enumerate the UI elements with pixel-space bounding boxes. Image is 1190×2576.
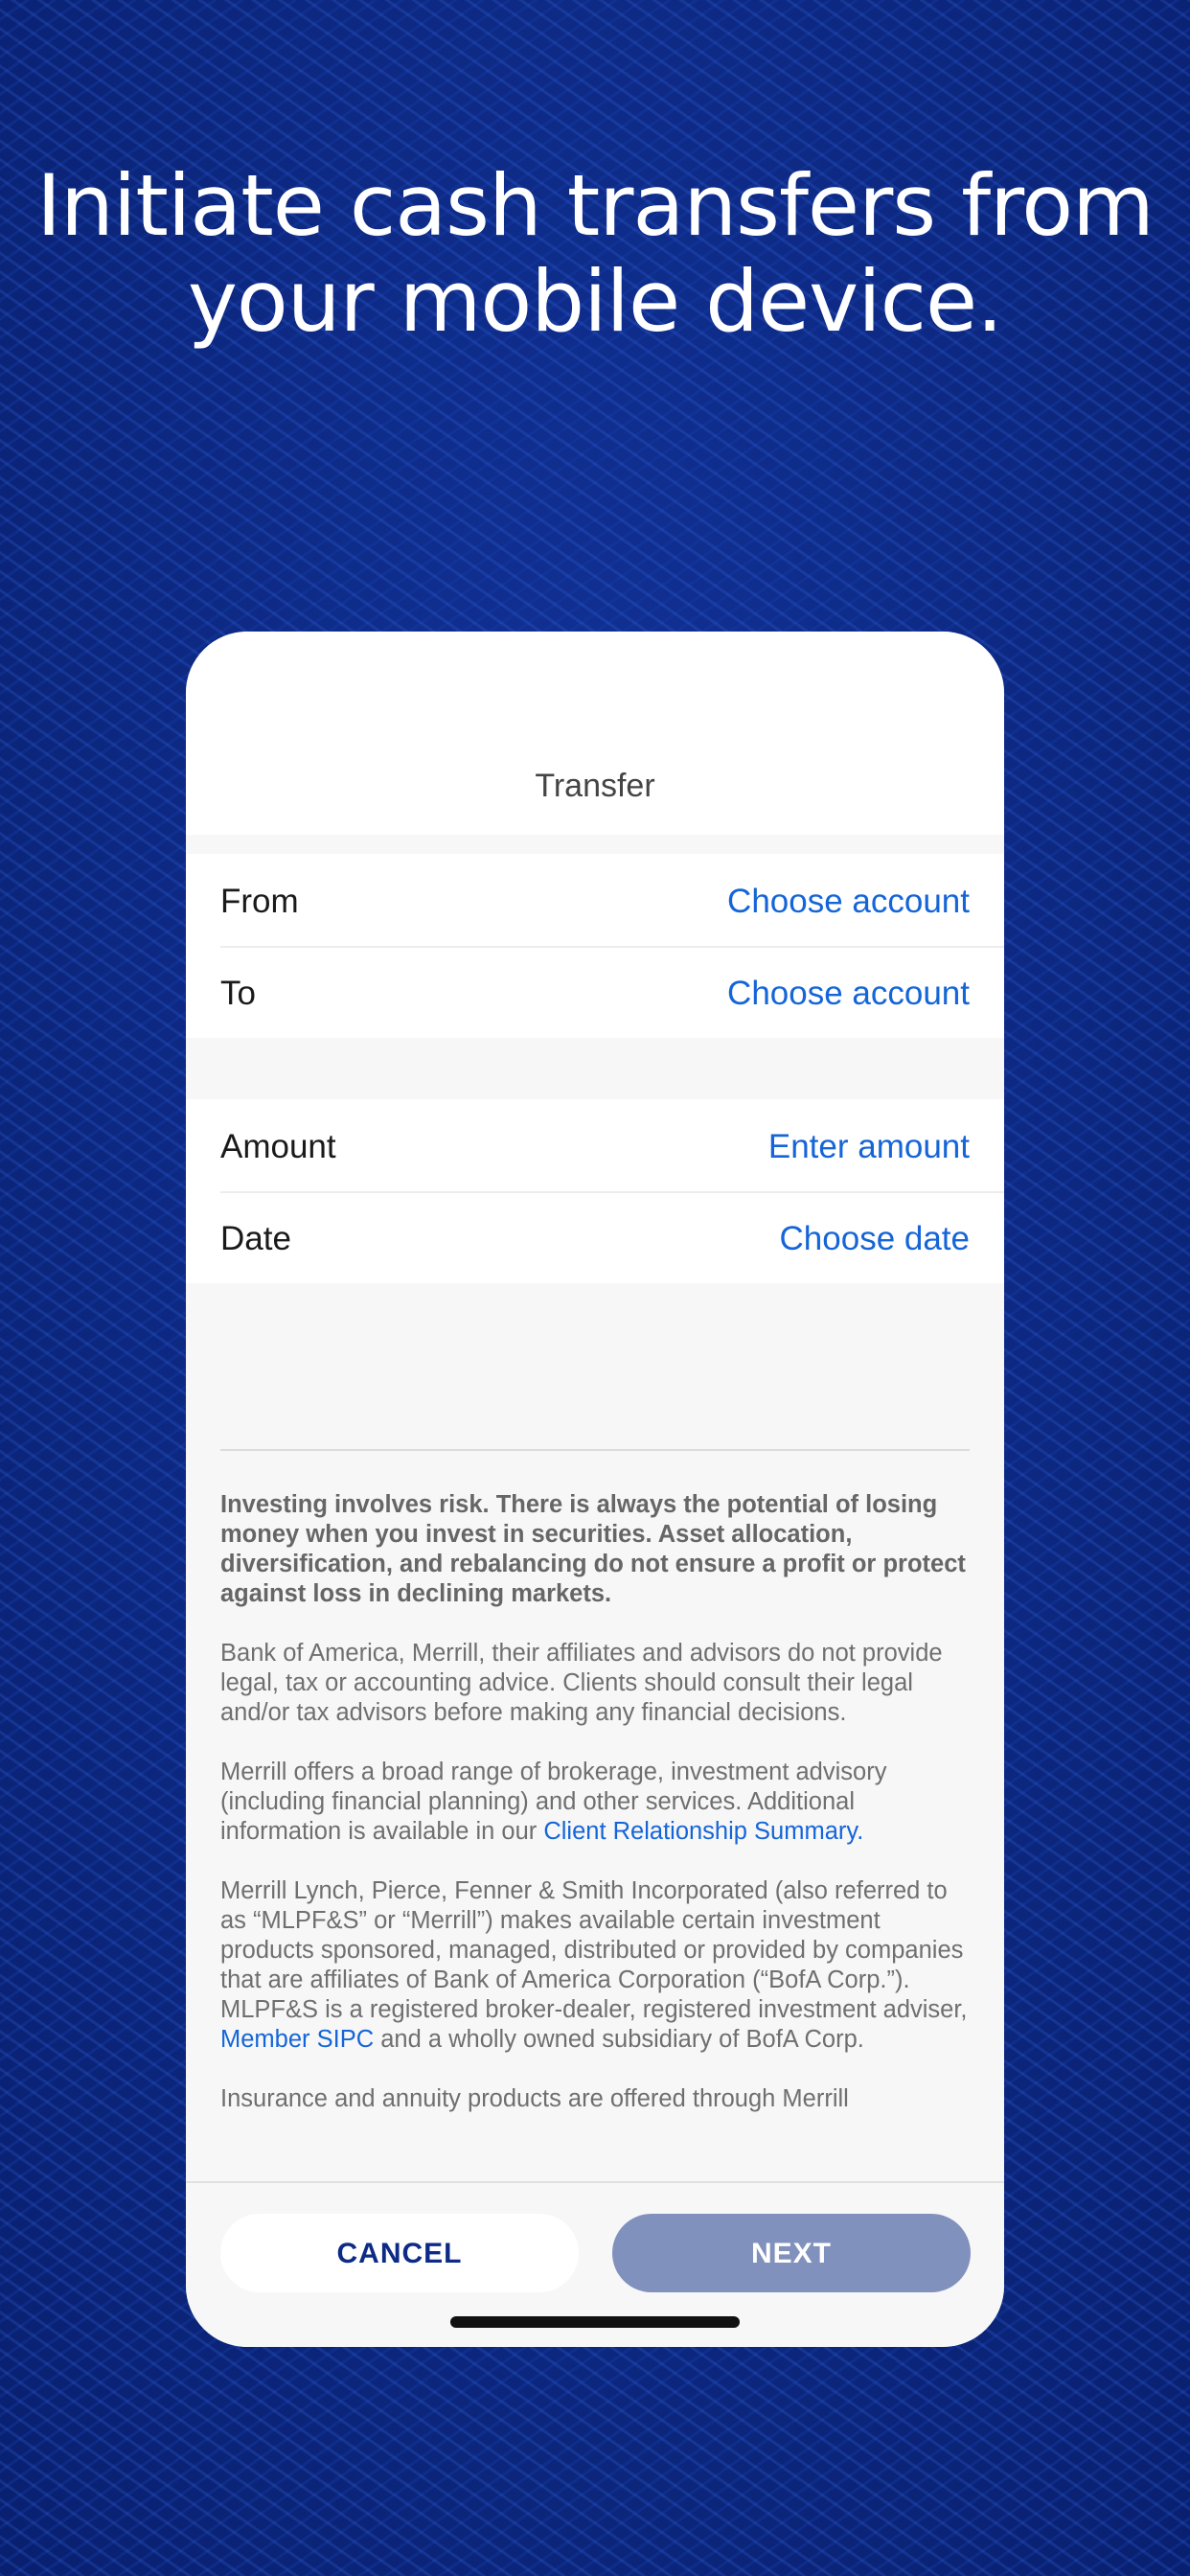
amount-date-group [186, 1099, 1004, 1283]
from-label: From [220, 883, 299, 920]
client-relationship-summary-link[interactable]: Client Relationship Summary. [543, 1818, 864, 1845]
mlpfs-disclosure [220, 1876, 977, 2055]
next-button[interactable]: NEXT [612, 2214, 971, 2292]
cancel-button[interactable]: CANCEL [220, 2214, 579, 2292]
from-choose-account-link[interactable]: Choose account [727, 883, 970, 920]
date-label: Date [220, 1220, 291, 1257]
amount-row[interactable] [186, 1099, 1004, 1191]
headline [0, 158, 1190, 350]
nav-header [186, 632, 1004, 835]
date-row[interactable] [186, 1191, 1004, 1283]
mlpfs-tail: and a wholly owned subsidiary of BofA Corp. [374, 2026, 864, 2053]
to-row[interactable] [186, 946, 1004, 1038]
to-choose-account-link[interactable]: Choose account [727, 975, 970, 1012]
services-disclosure [220, 1758, 977, 1847]
headline-line-1: Initiate cash transfers from [36, 156, 1154, 255]
amount-label: Amount [220, 1128, 336, 1165]
accounts-group [186, 854, 1004, 1038]
enter-amount-link[interactable]: Enter amount [767, 1128, 970, 1165]
headline-line-2: your mobile device. [187, 252, 1003, 351]
member-sipc-link[interactable]: Member SIPC [220, 2026, 375, 2053]
screen-title: Transfer [535, 768, 655, 804]
services-text: Merrill offers a broad range of brokerage, investment advisory (including financial planning) and other services. Additional information is available in our [220, 1759, 887, 1845]
advice-disclosure: Bank of America, Merrill, their affiliates and advisors do not provide legal, tax or accounting advice. Clients should consult their legal and/or tax advisors before making any financial decisions. [220, 1640, 943, 1726]
home-indicator [450, 2316, 740, 2328]
risk-disclosure: Investing involves risk. There is always the potential of losing money when you invest in securities. Asset allocation, diversification, and rebalancing do not ensure a profit or protect against loss in declining markets. [220, 1491, 966, 1607]
disclosures [220, 1490, 977, 2144]
from-row[interactable] [186, 854, 1004, 946]
mlpfs-text: Merrill Lynch, Pierce, Fenner & Smith Incorporated (also referred to as “MLPF&S” or “Merrill”) makes available certain investment products sponsored, managed, distributed or provided by companies that are affiliates of Bank of America Corporation (“BofA Corp.”). MLPF&S is a registered broker-dealer, registered investment adviser, [220, 1877, 968, 2023]
to-label: To [220, 975, 256, 1012]
disclosure-divider [220, 1449, 970, 1451]
choose-date-link[interactable]: Choose date [779, 1220, 970, 1257]
insurance-disclosure: Insurance and annuity products are offered through Merrill [220, 2085, 849, 2112]
phone-screen [186, 632, 1004, 2347]
